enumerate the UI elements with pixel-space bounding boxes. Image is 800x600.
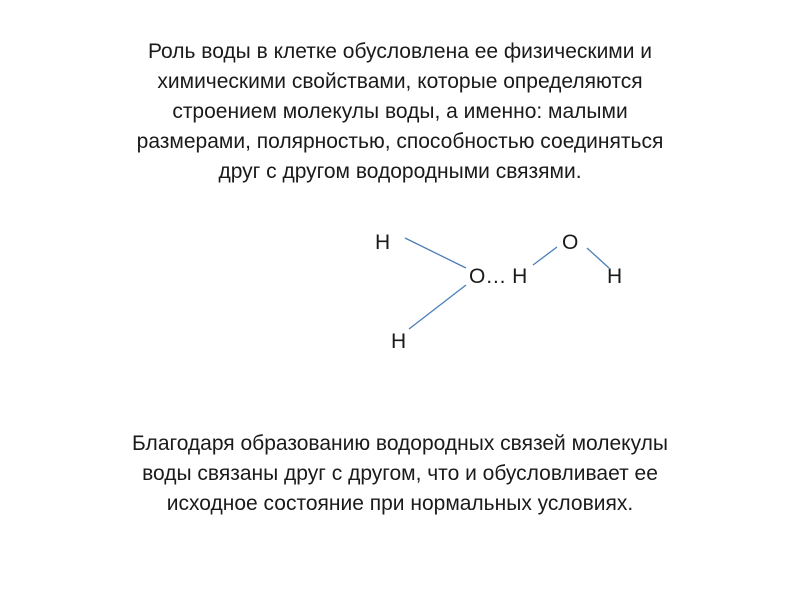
atom-o-right: O — [562, 231, 579, 254]
intro-line: Роль воды в клетке обусловлена ее физическими и — [147, 40, 653, 63]
atom-h-right: H — [607, 265, 623, 288]
bond-h-upper-to-o — [405, 238, 466, 268]
bond-h-lower-to-o — [409, 285, 466, 329]
intro-paragraph — [40, 37, 760, 187]
intro-line: друг с другом водородными связями. — [218, 160, 582, 183]
bond-o-right-to-h-center — [533, 247, 557, 265]
conclusion-line: Благодаря образованию водородных связей молекулы — [132, 432, 668, 455]
atom-h-lower-left: H — [391, 330, 407, 353]
conclusion-line: исходное состояние при нормальных условиях. — [166, 492, 634, 515]
conclusion-paragraph — [40, 429, 760, 519]
atom-o-center-hydrogen-bond: O… H — [469, 265, 528, 288]
conclusion-line: воды связаны друг с другом, что и обусловливает ее — [142, 462, 658, 485]
atom-h-upper-left: H — [375, 231, 391, 254]
bond-o-right-to-h-right — [587, 248, 609, 268]
intro-line: размерами, полярностью, способностью соединяться — [136, 130, 664, 153]
intro-line: строением молекулы воды, а именно: малыми — [172, 100, 628, 123]
intro-line: химическими свойствами, которые определяются — [157, 70, 643, 93]
